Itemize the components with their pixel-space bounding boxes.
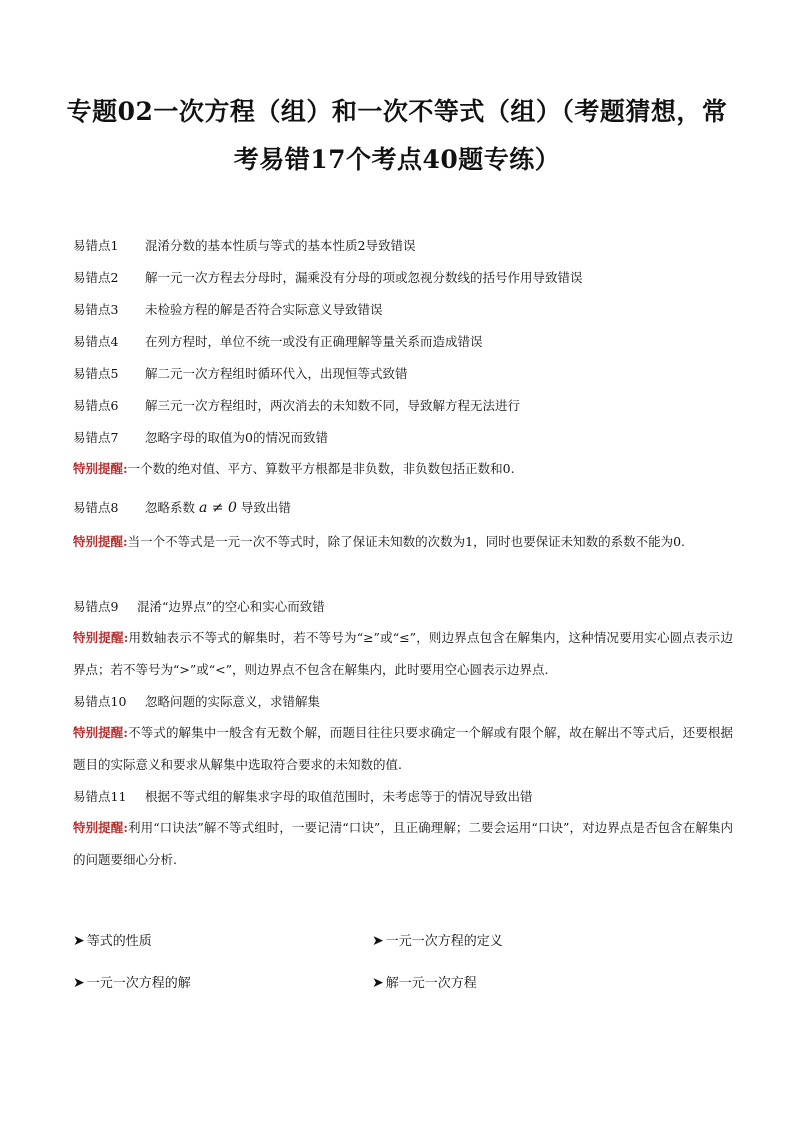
arrow-bullet-icon: ➤	[73, 933, 85, 949]
reminder-text: 利用“口诀法”解不等式组时，一要记清“口诀”，且正确理解；二要会运用“口诀”，对边界点是否包含在解集内的问题要细心分析.	[73, 820, 733, 867]
special-reminder-1	[73, 453, 733, 485]
title-line-2: 考易错17个考点40题专练）	[233, 145, 561, 174]
reminder-label: 特别提醒:	[73, 820, 128, 835]
error-point-label: 易错点8	[73, 500, 119, 515]
error-point-label: 易错点5	[73, 366, 119, 381]
error-point-11	[73, 787, 533, 807]
error-point-text: 解二元一次方程组时循环代入，出现恒等式致错	[145, 366, 408, 381]
reminder-label: 特别提醒:	[73, 630, 129, 645]
nav-link-label: 解一元一次方程	[385, 976, 477, 991]
nav-link-label: 等式的性质	[86, 934, 152, 949]
error-point-label: 易错点6	[73, 398, 119, 413]
error-point-label: 易错点4	[73, 334, 119, 349]
special-reminder-3	[73, 622, 733, 686]
arrow-bullet-icon: ➤	[372, 933, 384, 949]
error-point-label: 易错点1	[73, 238, 119, 253]
nav-link-linear-equation-solution[interactable]	[73, 973, 191, 994]
reminder-text: 当一个不等式是一元一次不等式时，除了保证未知数的次数为1，同时也要保证未知数的系数不能为0.	[127, 534, 686, 549]
error-point-text: 混淆分数的基本性质与等式的基本性质2导致错误	[145, 238, 416, 253]
error-point-label: 易错点7	[73, 430, 119, 445]
error-point-label: 易错点10	[73, 694, 127, 709]
error-point-6	[73, 396, 520, 416]
nav-link-linear-equation-definition[interactable]	[372, 931, 503, 952]
error-point-text: 忽略问题的实际意义，求错解集	[145, 694, 321, 709]
error-point-4	[73, 332, 483, 352]
error-point-text: 根据不等式组的解集求字母的取值范围时，未考虑等于的情况导致出错	[145, 789, 533, 804]
error-point-5	[73, 364, 408, 384]
error-point-label: 易错点3	[73, 302, 119, 317]
arrow-bullet-icon: ➤	[73, 975, 85, 991]
special-reminder-4	[73, 717, 733, 781]
reminder-text: 用数轴表示不等式的解集时，若不等号为“≥”或“≤”，则边界点包含在解集内，这种情况要用实心圆点表示边界点；若不等号为“>”或“<”，则边界点不包含在解集内，此时要用空心圆表示边界点.	[73, 630, 733, 677]
page-title	[60, 88, 734, 184]
error-point-label: 易错点11	[73, 789, 127, 804]
error-point-text: 未检验方程的解是否符合实际意义导致错误	[145, 302, 383, 317]
math-expression: a ≠ 0	[199, 500, 237, 516]
error-point-3	[73, 300, 383, 320]
error-point-text: 解一元一次方程去分母时，漏乘没有分母的项或忽视分数线的括号作用导致错误	[145, 270, 583, 285]
reminder-label: 特别提醒:	[73, 461, 128, 476]
error-point-1	[73, 236, 415, 256]
reminder-label: 特别提醒:	[73, 534, 128, 549]
nav-link-solve-linear-equation[interactable]	[372, 973, 477, 994]
error-point-8	[73, 498, 291, 518]
error-point-2	[73, 268, 583, 288]
error-point-text-tail: 导致出错	[240, 500, 291, 515]
reminder-label: 特别提醒:	[73, 725, 129, 740]
title-line-1: 专题02一次方程（组）和一次不等式（组）（考题猜想，常	[66, 97, 728, 126]
error-point-label: 易错点9	[73, 599, 119, 614]
arrow-bullet-icon: ➤	[372, 975, 384, 991]
nav-link-label: 一元一次方程的解	[86, 976, 191, 991]
reminder-text: 一个数的绝对值、平方、算数平方根都是非负数，非负数包括正数和0.	[127, 461, 515, 476]
error-point-7	[73, 428, 328, 448]
reminder-text: 不等式的解集中一般含有无数个解，而题目往往只要求确定一个解或有限个解，故在解出不等式后，还要根据题目的实际意义和要求从解集中选取符合要求的未知数的值.	[73, 725, 733, 772]
error-point-9	[73, 597, 325, 617]
error-point-text: 混淆“边界点”的空心和实心而致错	[137, 599, 325, 614]
special-reminder-5	[73, 812, 733, 876]
nav-link-equation-properties[interactable]	[73, 931, 152, 952]
special-reminder-2	[73, 526, 733, 558]
error-point-text: 解三元一次方程组时，两次消去的未知数不同，导致解方程无法进行	[145, 398, 521, 413]
error-point-text: 忽略系数	[145, 500, 196, 515]
error-point-text: 忽略字母的取值为0的情况而致错	[145, 430, 328, 445]
error-point-text: 在列方程时，单位不统一或没有正确理解等量关系而造成错误	[145, 334, 483, 349]
nav-link-label: 一元一次方程的定义	[385, 934, 503, 949]
error-point-10	[73, 692, 320, 712]
error-point-label: 易错点2	[73, 270, 119, 285]
